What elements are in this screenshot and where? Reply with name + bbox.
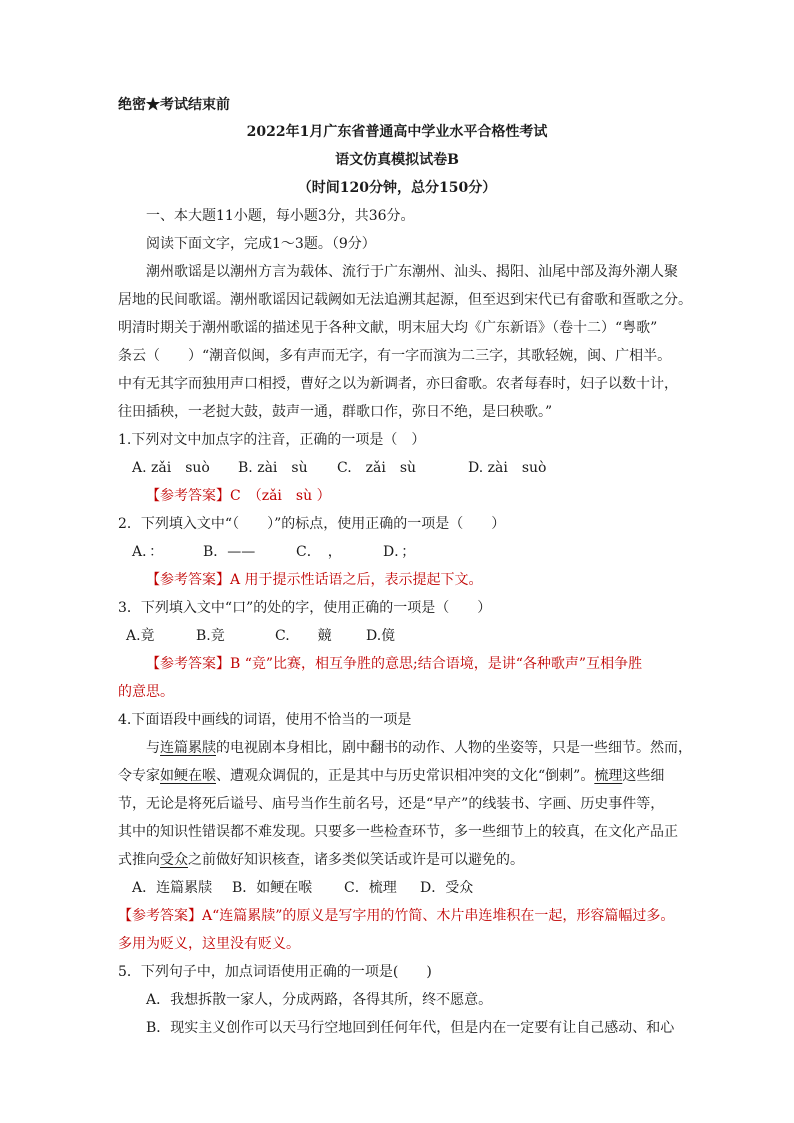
q4-answer-cont: 多用为贬义，这里没有贬义。 — [118, 936, 300, 952]
exam-title: 2022年1月广东省普通高中学业水平合格性考试 — [246, 124, 548, 140]
q4-answer — [118, 906, 674, 926]
text-run: 之前做好知识核查，诸多类似笑话或许是可以避免的。 — [188, 852, 524, 868]
answer-text: B “竞”比赛，相互争胜的意思;结合语境，是讲“各种歌声”互相争胜 — [230, 656, 643, 672]
q3-option-c: C. 竸 — [275, 628, 332, 644]
underlined-word: 如鲠在喉 — [160, 768, 216, 784]
answer-text: A 用于提示性话语之后，表示提起下文。 — [230, 572, 483, 588]
q4-passage-line: 其中的知识性错误都不难发现。只要多一些检查环节，多一些细节上的较真，在文化产品正 — [118, 824, 678, 840]
text-run: 与 — [146, 740, 160, 756]
q2-option-b: B．—— — [203, 544, 256, 560]
secret-label: 绝密★考试结束前 — [118, 97, 230, 113]
q3-option-a: A.竟 — [126, 628, 155, 644]
q4-passage-line: 节，无论是将死后谥号、庙号当作生前名号，还是“早产”的线装书、字画、历史事件等， — [118, 796, 665, 812]
question-4-stem: 4.下面语段中画线的词语，使用不恰当的一项是 — [118, 712, 412, 728]
q3-option-d: D.傹 — [366, 628, 396, 644]
answer-tag: 【参考答案】 — [146, 656, 230, 672]
time-info: （时间120分钟，总分150分） — [297, 180, 497, 196]
text-run: 、遭观众调侃的，正是其中与历史常识相冲突的文化“倒刺”。 — [216, 768, 595, 784]
q2-option-d: D．； — [383, 544, 416, 560]
q4-option-c: C．梳理 — [344, 880, 397, 896]
q4-passage-line — [118, 766, 664, 786]
q2-option-a: A．： — [132, 544, 164, 560]
answer-tag: 【参考答案】 — [146, 572, 230, 588]
section-heading: 一、本大题11小题，每小题3分，共36分。 — [146, 208, 415, 224]
answer-tag: 【参考答案】 — [146, 488, 230, 504]
text-run: 式推向 — [118, 852, 160, 868]
q1-option-d: D. zài suò — [468, 460, 547, 476]
underlined-word: 连篇累牍 — [160, 740, 216, 756]
q4-passage-line — [118, 850, 524, 870]
question-1-stem: 1.下列对文中加点字的注音，正确的一项是（ ） — [118, 432, 426, 448]
passage-line: 条云（ ）“潮音似闽，多有声而无字，有一字而演为二三字，其歌轻婉，闽、广相半。 — [118, 348, 672, 364]
passage-line: 往田插秧，一老挝大鼓，鼓声一通，群歌口作，弥日不绝，是曰秧歌。” — [118, 404, 553, 420]
text-run: 令专家 — [118, 768, 160, 784]
question-3-stem: 3．下列填入文中“口”的处的字，使用正确的一项是（ ） — [118, 600, 492, 616]
q4-option-d: D．受众 — [420, 880, 474, 896]
q5-option-b: B．现实主义创作可以天马行空地回到任何年代，但是内在一定要有让自己感动、和心 — [146, 1020, 675, 1036]
answer-tag: 【参考答案】 — [118, 908, 202, 924]
q1-option-b: B. zài sù — [238, 460, 308, 476]
q1-option-a: A. zǎi suò — [132, 460, 210, 476]
q3-option-b: B.竞 — [196, 628, 225, 644]
exam-subtitle: 语文仿真模拟试卷B — [335, 152, 459, 168]
underlined-word: 受众 — [160, 852, 188, 868]
q1-option-c: C. zǎi sù — [337, 460, 417, 476]
question-2-stem: 2．下列填入文中“（ ）”的标点，使用正确的一项是（ ） — [118, 516, 506, 532]
q1-answer — [146, 486, 331, 506]
q4-option-b: B．如鲠在喉 — [232, 880, 313, 896]
passage-line: 潮州歌谣是以潮州方言为载体、流行于广东潮州、汕头、揭阳、汕尾中部及海外潮人聚 — [146, 264, 678, 280]
answer-text: A“连篇累牍”的原义是写字用的竹简、木片串连堆积在一起，形容篇幅过多。 — [202, 908, 675, 924]
q3-answer — [146, 654, 642, 674]
passage-line: 居地的民间歌谣。潮州歌谣因记载阙如无法追溯其起源，但至迟到宋代已有畲歌和疍歌之分。 — [118, 292, 692, 308]
answer-text: C （zǎi sù ） — [230, 488, 331, 504]
text-run: 的电视剧本身相比，剧中翻书的动作、人物的坐姿等，只是一些细节。然而， — [216, 740, 692, 756]
q5-option-a: A．我想拆散一家人，分成两路，各得其所，终不愿意。 — [146, 992, 493, 1008]
q4-passage-line — [146, 738, 692, 758]
underlined-word: 梳理 — [594, 768, 623, 784]
q2-option-c: C． ， — [296, 544, 342, 560]
passage-line: 中有无其字而独用声口相授，曹好之以为新调者，亦曰畲歌。农者每春时，妇子以数十计， — [118, 376, 678, 392]
reading-instruction: 阅读下面文字，完成1～3题。（9分） — [146, 236, 376, 252]
text-run: 这些细 — [622, 768, 665, 784]
q4-option-a: A．连篇累牍 — [132, 880, 213, 896]
passage-line: 明清时期关于潮州歌谣的描述见于各种文献，明末屈大均《广东新语》（卷十二）“粤歌” — [118, 320, 658, 336]
question-5-stem: 5．下列句子中，加点词语使用正确的一项是( ) — [118, 964, 432, 980]
q2-answer — [146, 570, 483, 590]
q3-answer-cont: 的意思。 — [118, 684, 174, 700]
